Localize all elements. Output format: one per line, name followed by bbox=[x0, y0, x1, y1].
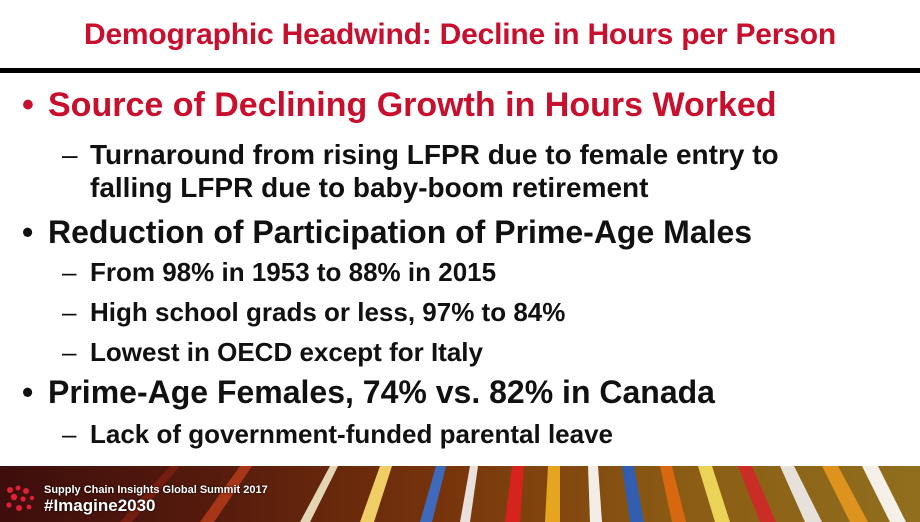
bullet-glyph: • bbox=[22, 86, 34, 124]
sub-bullet-text: From 98% in 1953 to 88% in 2015 bbox=[90, 257, 497, 287]
bullet-text: Source of Declining Growth in Hours Worked bbox=[48, 86, 777, 124]
title-divider bbox=[0, 68, 920, 73]
logo-icon bbox=[4, 484, 38, 514]
sub-bullet-item bbox=[62, 336, 483, 368]
footer-event-name: Supply Chain Insights Global Summit 2017 bbox=[44, 484, 268, 496]
bullet-text: Prime-Age Females, 74% vs. 82% in Canada bbox=[48, 374, 715, 410]
sub-bullet-text: High school grads or less, 97% to 84% bbox=[90, 297, 566, 327]
dash-glyph: – bbox=[62, 297, 77, 327]
bullet-glyph: • bbox=[22, 214, 34, 250]
dash-glyph: – bbox=[62, 257, 77, 287]
dash-glyph: – bbox=[62, 419, 77, 449]
bullet-item bbox=[22, 86, 777, 125]
dash-glyph: – bbox=[62, 139, 78, 170]
bullet-item bbox=[22, 214, 752, 251]
sub-bullet-text: Lack of government-funded parental leave bbox=[90, 419, 614, 449]
footer-banner bbox=[0, 466, 920, 522]
sub-bullet-text: Lowest in OECD except for Italy bbox=[90, 337, 483, 367]
bullet-glyph: • bbox=[22, 374, 34, 410]
footer-hashtag: #Imagine2030 bbox=[44, 496, 156, 515]
sub-bullet-text: falling LFPR due to baby-boom retirement bbox=[90, 172, 649, 203]
sub-bullet-item bbox=[62, 138, 779, 204]
sub-bullet-text: Turnaround from rising LFPR due to female entry to bbox=[90, 139, 779, 170]
slide-title: Demographic Headwind: Decline in Hours per Person bbox=[83, 18, 837, 51]
sub-bullet-item bbox=[62, 418, 613, 450]
sub-bullet-item bbox=[62, 256, 496, 288]
dash-glyph: – bbox=[62, 337, 77, 367]
sub-bullet-item bbox=[62, 296, 565, 328]
bullet-text: Reduction of Participation of Prime-Age Males bbox=[48, 214, 753, 250]
bullet-item bbox=[22, 374, 715, 411]
